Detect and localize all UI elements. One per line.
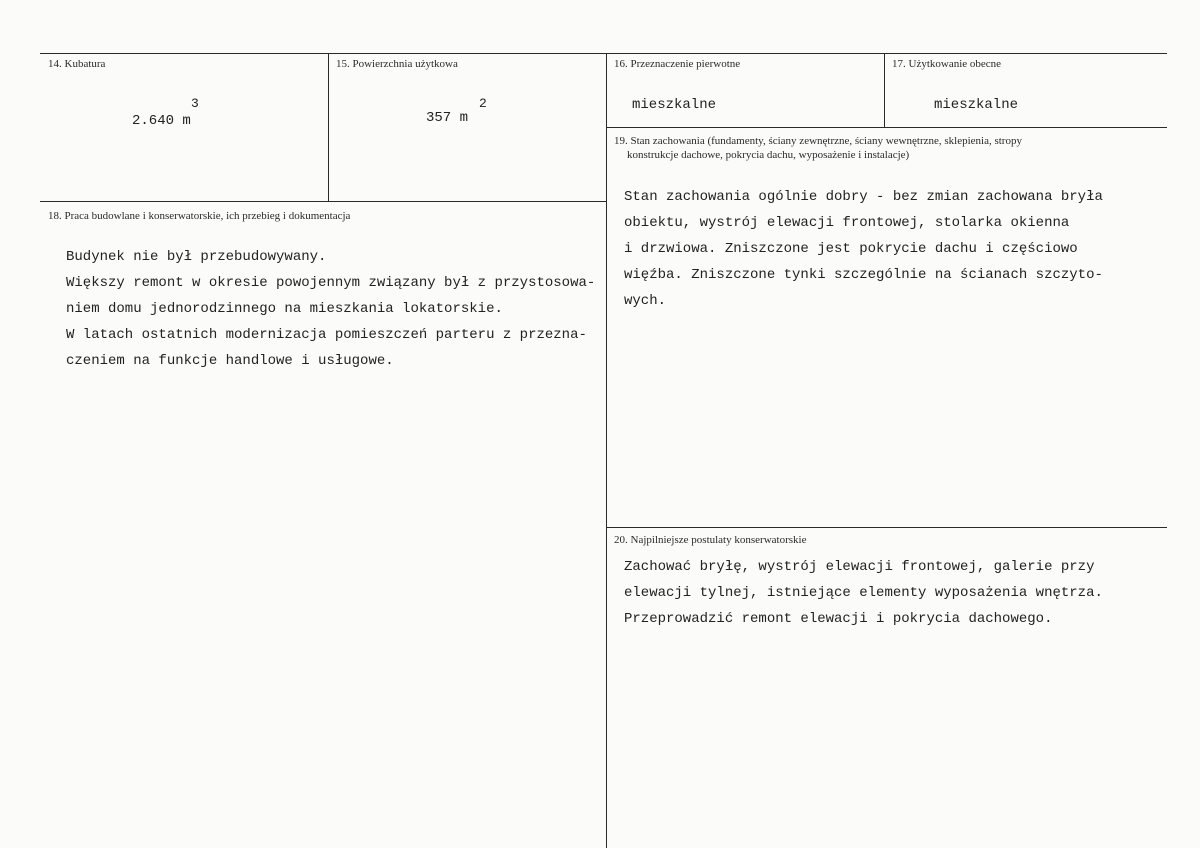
field-18-line: czeniem na funkcje handlowe i usługowe. [66, 353, 394, 369]
field-14-unit-exponent: 3 [191, 96, 199, 111]
field-20-text [624, 554, 1103, 632]
field-17-label: 17. Użytkowanie obecne [892, 58, 1002, 70]
field-14-label: 14. Kubatura [48, 58, 106, 70]
rule-vertical-center [606, 53, 607, 848]
field-19-label-line1: 19. Stan zachowania (fundamenty, ściany zewnętrzne, ściany wewnętrzne, sklepienia, stropy [614, 135, 1022, 147]
field-19-line: i drzwiowa. Zniszczone jest pokrycie dachu i częściowo [624, 241, 1078, 257]
rule-vertical-16-17 [884, 53, 885, 127]
field-16-label: 16. Przeznaczenie pierwotne [614, 58, 741, 70]
field-19-text [624, 184, 1103, 314]
field-15-value: 357 m [426, 110, 469, 126]
field-16-value: mieszkalne [632, 97, 717, 113]
field-20-line: Zachować bryłę, wystrój elewacji frontowej, galerie przy [624, 559, 1095, 575]
rule-above-20 [606, 527, 1167, 528]
field-18-line: Większy remont w okresie powojennym związany był z przystosowa- [66, 275, 596, 291]
field-18-line: Budynek nie był przebudowywany. [66, 249, 327, 265]
rule-top [40, 53, 1167, 54]
field-15-label: 15. Powierzchnia użytkowa [336, 58, 458, 70]
rule-under-16-17 [606, 127, 1167, 128]
field-20-line: Przeprowadzić remont elewacji i pokrycia dachowego. [624, 611, 1053, 627]
field-19-line: wych. [624, 293, 667, 309]
field-19-line: Stan zachowania ogólnie dobry - bez zmian zachowana bryła [624, 189, 1103, 205]
rule-vertical-14-15 [328, 53, 329, 201]
field-19-line: więźba. Zniszczone tynki szczególnie na ścianach szczyto- [624, 267, 1103, 283]
field-14-value: 2.640 m [132, 113, 191, 129]
field-19-label-line2: konstrukcje dachowe, pokrycia dachu, wyposażenie i instalacje) [627, 149, 910, 161]
field-18-line: niem domu jednorodzinnego na mieszkania lokatorskie. [66, 301, 503, 317]
field-17-value: mieszkalne [934, 97, 1019, 113]
field-18-line: W latach ostatnich modernizacja pomieszczeń parteru z przezna- [66, 327, 587, 343]
field-20-label: 20. Najpilniejsze postulaty konserwatorskie [614, 534, 807, 546]
field-18-label: 18. Praca budowlane i konserwatorskie, ich przebieg i dokumentacja [48, 210, 351, 222]
rule-under-14-15 [40, 201, 606, 202]
field-20-line: elewacji tylnej, istniejące elementy wyposażenia wnętrza. [624, 585, 1103, 601]
field-19-line: obiektu, wystrój elewacji frontowej, stolarka okienna [624, 215, 1070, 231]
field-15-unit-exponent: 2 [479, 96, 487, 111]
field-18-text [66, 244, 595, 374]
